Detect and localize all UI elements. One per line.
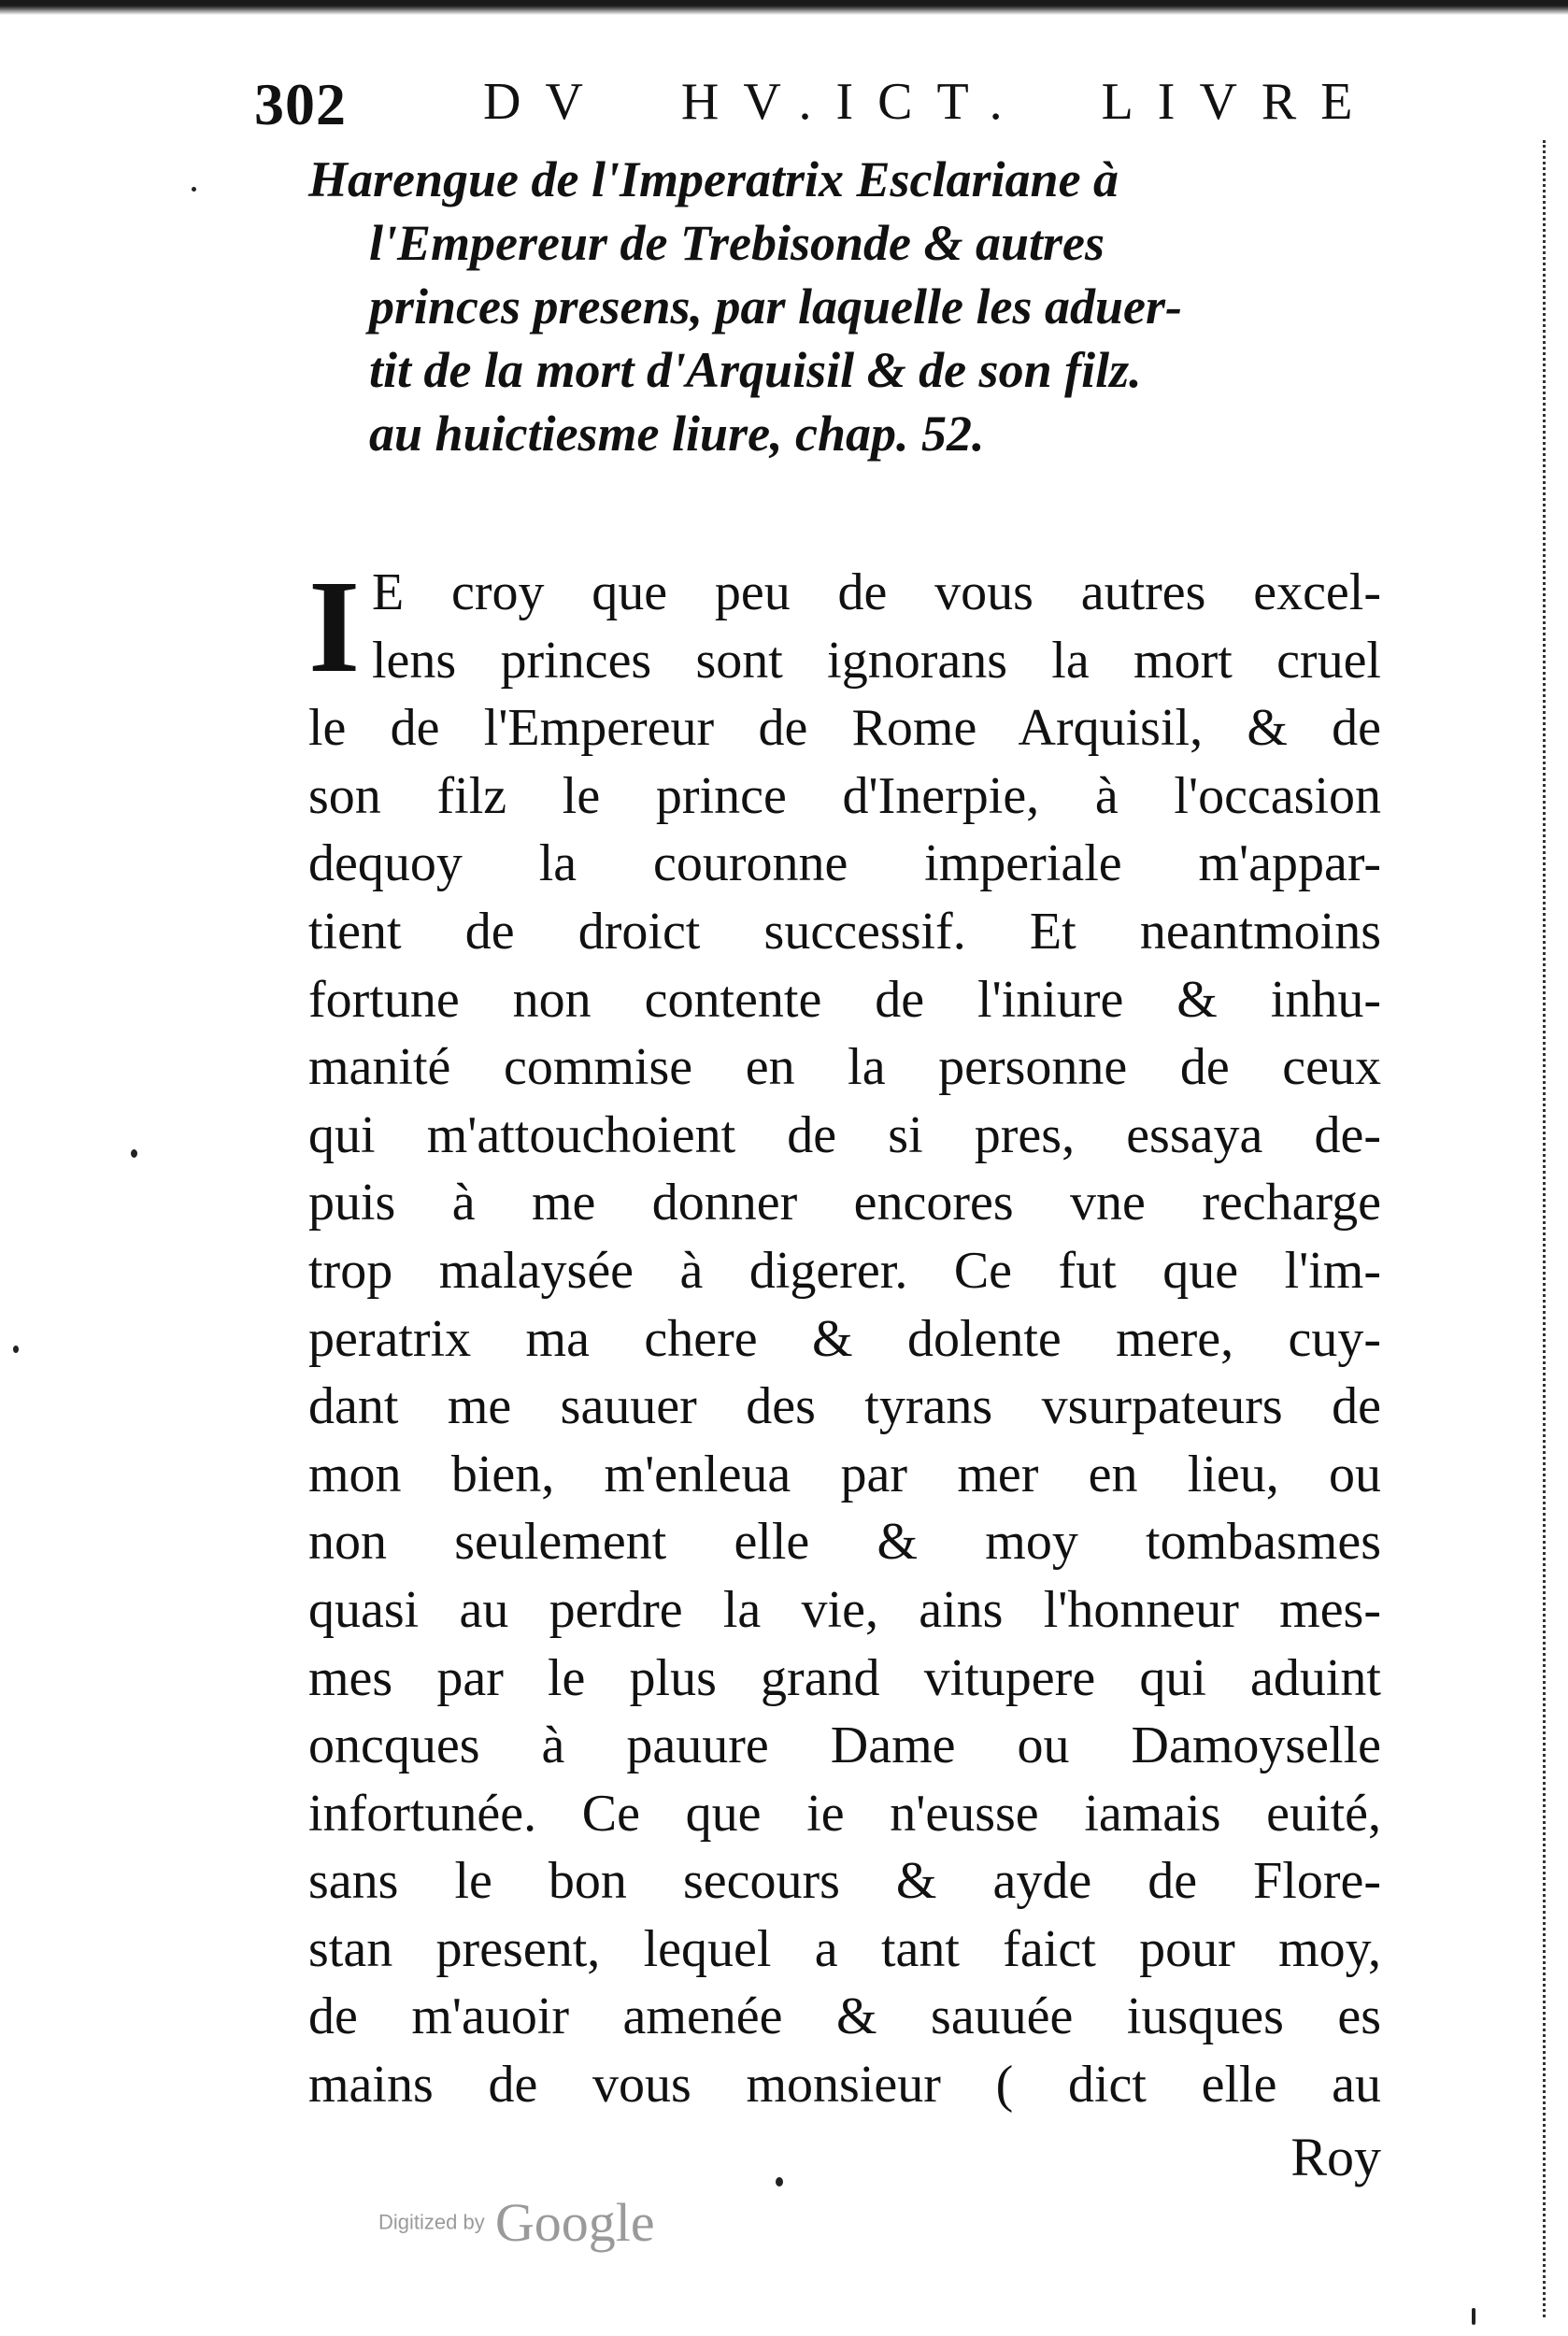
body-line: peratrix ma chere & dolente mere, cuy- [308,1309,1381,1368]
body-line: stan present, lequel a tant faict pour moy, [308,1919,1381,1978]
body-line: quasi au perdre la vie, ains l'honneur mes- [308,1580,1381,1639]
body-line: dant me sauuer des tyrans vsurpateurs de [308,1377,1381,1436]
chapter-heading [308,148,1327,465]
body-line: lens princes sont ignorans la mort cruel [372,631,1381,690]
heading-line: tit de la mort d'Arquisil & de son filz. [369,342,1142,398]
body-line: E croy que peu de vous autres excel- [372,563,1381,621]
ink-speck [131,1149,137,1158]
page-right-edge [1543,140,1549,2317]
body-line: manité commise en la personne de ceux [308,1038,1381,1097]
body-line: trop malaysée à digerer. Ce fut que l'im- [308,1241,1381,1300]
body-line: dequoy la couronne imperiale m'appar- [308,834,1381,893]
body-line: puis à me donner encores vne recharge [308,1174,1381,1232]
heading-line: Harengue de l'Imperatrix Esclariane à [308,151,1119,207]
page-top-edge [0,0,1568,21]
watermark-prefix: Digitized by [378,2210,485,2234]
heading-line: l'Empereur de Trebisonde & autres [369,215,1105,271]
ink-speck [1472,2308,1475,2325]
ink-speck [776,2177,783,2186]
heading-line: au huictiesme liure, chap. 52. [369,406,985,462]
body-line: mes par le plus grand vitupere qui aduint [308,1648,1381,1707]
body-line: fortune non contente de l'iniure & inhu- [308,970,1381,1029]
running-head [254,70,1377,145]
body-line: mon bien, m'enleua par mer en lieu, ou [308,1445,1381,1503]
body-line: de m'auoir amenée & sauuée iusques es [308,1987,1381,2046]
body-text [308,552,1381,2119]
page-number: 302 [254,71,347,137]
drop-cap: I [308,552,361,700]
running-title: DV HV.ICT. LIVRE [483,73,1377,131]
ink-speck [13,1346,19,1353]
heading-line: princes presens, par laquelle les aduer- [369,278,1182,335]
body-line: non seulement elle & moy tombasmes [308,1513,1381,1572]
body-line: qui m'attouchoient de si pres, essaya de- [308,1105,1381,1164]
body-line: son filz le prince d'Inerpie, à l'occasion [308,766,1381,825]
ink-speck [192,187,196,192]
body-line: mains de vous monsieur ( dict elle au [308,2056,1381,2115]
body-line: le de l'Empereur de Rome Arquisil, & de [308,699,1381,758]
body-line: oncques à pauure Dame ou Damoyselle [308,1716,1381,1775]
body-line: tient de droict successif. Et neantmoins [308,902,1381,961]
body-line: infortunée. Ce que ie n'eusse iamais euité, [308,1784,1381,1843]
google-logo: Google [494,2192,655,2253]
digitized-watermark [378,2191,655,2254]
catchword: Roy [1290,2127,1381,2187]
body-line: sans le bon secours & ayde de Flore- [308,1852,1381,1911]
